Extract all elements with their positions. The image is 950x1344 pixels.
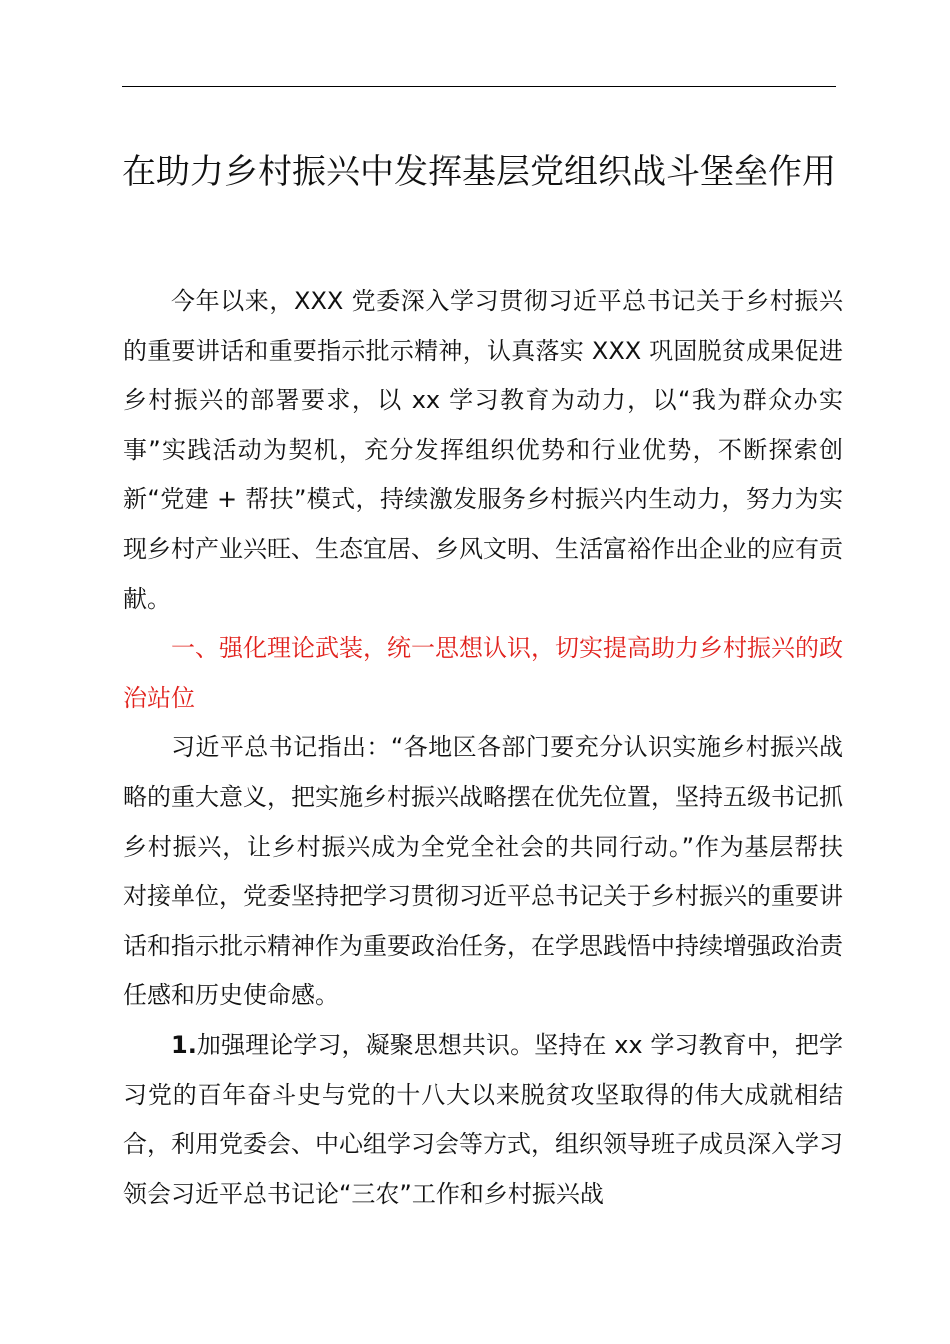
- intro-paragraph: 今年以来，XXX 党委深入学习贯彻习近平总书记关于乡村振兴的重要讲话和重要指示批示精神，认真落实 XXX 巩固脱贫成果促进乡村振兴的部署要求，以 xx 学习教育为动力，以“我为群众办实事”实践活动为契机，充分发挥组织优势和行业优势，不断探索创新“党建 + 帮扶”模式，持续激发服务乡村振兴内生动力，努力为实现乡村产业兴旺、生态宜居、乡风文明、生活富裕作出企业的应有贡献。: [123, 287, 843, 613]
- document-title: 在助力乡村振兴中发挥基层党组织战斗堡垒作用: [122, 152, 836, 192]
- header-rule: [122, 86, 836, 87]
- item-text: 加强理论学习，凝聚思想共识。坚持在 xx 学习教育中，把学习党的百年奋斗史与党的十八大以来脱贫攻坚取得的伟大成就相结合，利用党委会、中心组学习会等方式，组织领导班子成员深入学习领会习近平总书记论“三农”工作和乡村振兴战: [123, 1030, 843, 1208]
- item-paragraph: [123, 1021, 843, 1219]
- quote-paragraph: 习近平总书记指出：“各地区各部门要充分认识实施乡村振兴战略的重大意义，把实施乡村振兴战略摆在优先位置，坚持五级书记抓乡村振兴，让乡村振兴成为全党全社会的共同行动。”作为基层帮扶对接单位，党委坚持把学习贯彻习近平总书记关于乡村振兴的重要讲话和指示批示精神作为重要政治任务，在学思践悟中持续增强政治责任感和历史使命感。: [123, 733, 843, 1010]
- document-body: [123, 277, 843, 1219]
- section-heading: 一、强化理论武装，统一思想认识，切实提高助力乡村振兴的政治站位: [123, 634, 843, 712]
- item-number: 1.: [171, 1030, 197, 1059]
